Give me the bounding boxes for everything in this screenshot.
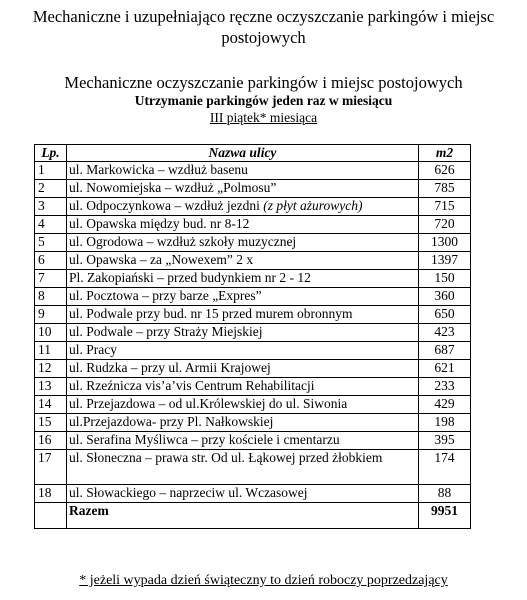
row-street-name xyxy=(67,306,419,324)
table-row xyxy=(35,162,471,180)
table-row xyxy=(35,180,471,198)
street-name-text: ul. Pocztowa – przy barze „Expres” xyxy=(69,288,262,303)
table-body xyxy=(35,162,471,529)
street-name-text: ul. Opawska – za „Nowexem” 2 x xyxy=(69,252,254,267)
row-street-name xyxy=(67,450,419,485)
street-name-text: ul. Podwale przy bud. nr 15 przed murem obronnym xyxy=(69,306,353,321)
street-name-text: ul. Pracy xyxy=(69,342,117,357)
table-header-row xyxy=(35,145,471,162)
row-street-name xyxy=(67,198,419,216)
table-row xyxy=(35,378,471,396)
table-row xyxy=(35,252,471,270)
row-area: 233 xyxy=(419,378,471,396)
table-row xyxy=(35,288,471,306)
footnote: * jeżeli wypada dzień świąteczny to dzień roboczy poprzedzający xyxy=(79,573,448,588)
table-row xyxy=(35,396,471,414)
row-area: 198 xyxy=(419,414,471,432)
row-area: 423 xyxy=(419,324,471,342)
street-name-note: (z płyt ażurowych) xyxy=(263,198,363,213)
row-area: 1397 xyxy=(419,252,471,270)
table-row xyxy=(35,216,471,234)
header-street-name: Nazwa ulicy xyxy=(67,145,419,162)
table-row xyxy=(35,234,471,252)
row-area: 626 xyxy=(419,162,471,180)
row-area: 360 xyxy=(419,288,471,306)
schedule-label: III piątek* miesiąca xyxy=(209,110,318,125)
row-street-name xyxy=(67,324,419,342)
row-lp: 5 xyxy=(35,234,67,252)
row-lp: 17 xyxy=(35,450,67,485)
schedule-text xyxy=(0,110,527,126)
street-name-text: ul. Serafina Myśliwca – przy kościele i cmentarzu xyxy=(69,432,340,447)
row-area: 650 xyxy=(419,306,471,324)
row-lp: 12 xyxy=(35,360,67,378)
table-total-row xyxy=(35,503,471,529)
row-area: 785 xyxy=(419,180,471,198)
row-lp: 2 xyxy=(35,180,67,198)
row-street-name xyxy=(67,252,419,270)
streets-table xyxy=(34,144,471,529)
street-name-text: ul. Podwale – przy Straży Miejskiej xyxy=(69,324,263,339)
row-street-name xyxy=(67,360,419,378)
row-lp: 11 xyxy=(35,342,67,360)
total-label: Razem xyxy=(67,503,419,529)
row-street-name xyxy=(67,414,419,432)
street-name-text: ul. Słoneczna – prawa str. Od ul. Łąkowej przed żłobkiem xyxy=(69,450,383,465)
row-area: 720 xyxy=(419,216,471,234)
row-lp: 7 xyxy=(35,270,67,288)
row-street-name xyxy=(67,234,419,252)
row-lp: 14 xyxy=(35,396,67,414)
row-street-name xyxy=(67,485,419,503)
row-lp: 4 xyxy=(35,216,67,234)
street-name-text: ul. Przejazdowa – od ul.Królewskiej do ul. Siwonia xyxy=(69,396,348,411)
row-area: 715 xyxy=(419,198,471,216)
row-street-name xyxy=(67,288,419,306)
street-name-text: ul. Opawska między bud. nr 8-12 xyxy=(69,216,250,231)
row-lp: 9 xyxy=(35,306,67,324)
row-street-name xyxy=(67,180,419,198)
table-row xyxy=(35,360,471,378)
row-area: 88 xyxy=(419,485,471,503)
header-lp: Lp. xyxy=(35,145,67,162)
table-row xyxy=(35,414,471,432)
table-row xyxy=(35,485,471,503)
document-title-line1: Mechaniczne i uzupełniająco ręczne oczyszczanie parkingów i miejsc xyxy=(32,7,495,26)
row-lp: 3 xyxy=(35,198,67,216)
header-area: m2 xyxy=(419,145,471,162)
row-street-name xyxy=(67,216,419,234)
table-row xyxy=(35,342,471,360)
row-street-name xyxy=(67,432,419,450)
table-row xyxy=(35,198,471,216)
row-area: 429 xyxy=(419,396,471,414)
table-row xyxy=(35,450,471,485)
row-lp: 6 xyxy=(35,252,67,270)
row-area: 687 xyxy=(419,342,471,360)
street-name-text: Pl. Zakopiański – przed budynkiem nr 2 - 12 xyxy=(69,270,311,285)
row-street-name xyxy=(67,270,419,288)
street-name-text: ul. Markowicka – wzdłuż basenu xyxy=(69,162,248,177)
row-street-name xyxy=(67,162,419,180)
row-street-name xyxy=(67,342,419,360)
row-area: 174 xyxy=(419,450,471,485)
street-name-text: ul. Rudzka – przy ul. Armii Krajowej xyxy=(69,360,271,375)
row-lp: 8 xyxy=(35,288,67,306)
row-street-name xyxy=(67,396,419,414)
street-name-text: ul.Przejazdowa- przy Pl. Nałkowskiej xyxy=(69,414,274,429)
street-name-text: ul. Ogrodowa – wzdłuż szkoły muzycznej xyxy=(69,234,297,249)
total-lp xyxy=(35,503,67,529)
row-lp: 15 xyxy=(35,414,67,432)
row-area: 150 xyxy=(419,270,471,288)
row-lp: 18 xyxy=(35,485,67,503)
street-name-text: ul. Rzeźnicza vis’a’vis Centrum Rehabilitacji xyxy=(69,378,315,393)
street-name-text: ul. Słowackiego – naprzeciw ul. Wczasowej xyxy=(69,485,308,500)
street-name-text: ul. Nowomiejska – wzdłuż „Polmosu” xyxy=(69,180,277,195)
row-lp: 16 xyxy=(35,432,67,450)
row-lp: 1 xyxy=(35,162,67,180)
street-name-text: ul. Odpoczynkowa – wzdłuż jezdni xyxy=(69,198,264,213)
row-area: 395 xyxy=(419,432,471,450)
document-subtitle: Mechaniczne oczyszczanie parkingów i miejsc postojowych xyxy=(64,73,463,92)
table-row xyxy=(35,432,471,450)
table-row xyxy=(35,270,471,288)
document-title-line2: postojowych xyxy=(221,28,306,47)
row-area: 1300 xyxy=(419,234,471,252)
row-area: 621 xyxy=(419,360,471,378)
total-area: 9951 xyxy=(419,503,471,529)
table-row xyxy=(35,324,471,342)
row-lp: 10 xyxy=(35,324,67,342)
row-lp: 13 xyxy=(35,378,67,396)
frequency-text: Utrzymanie parkingów jeden raz w miesiącu xyxy=(134,93,393,108)
document-title xyxy=(0,6,527,48)
table-row xyxy=(35,306,471,324)
row-street-name xyxy=(67,378,419,396)
